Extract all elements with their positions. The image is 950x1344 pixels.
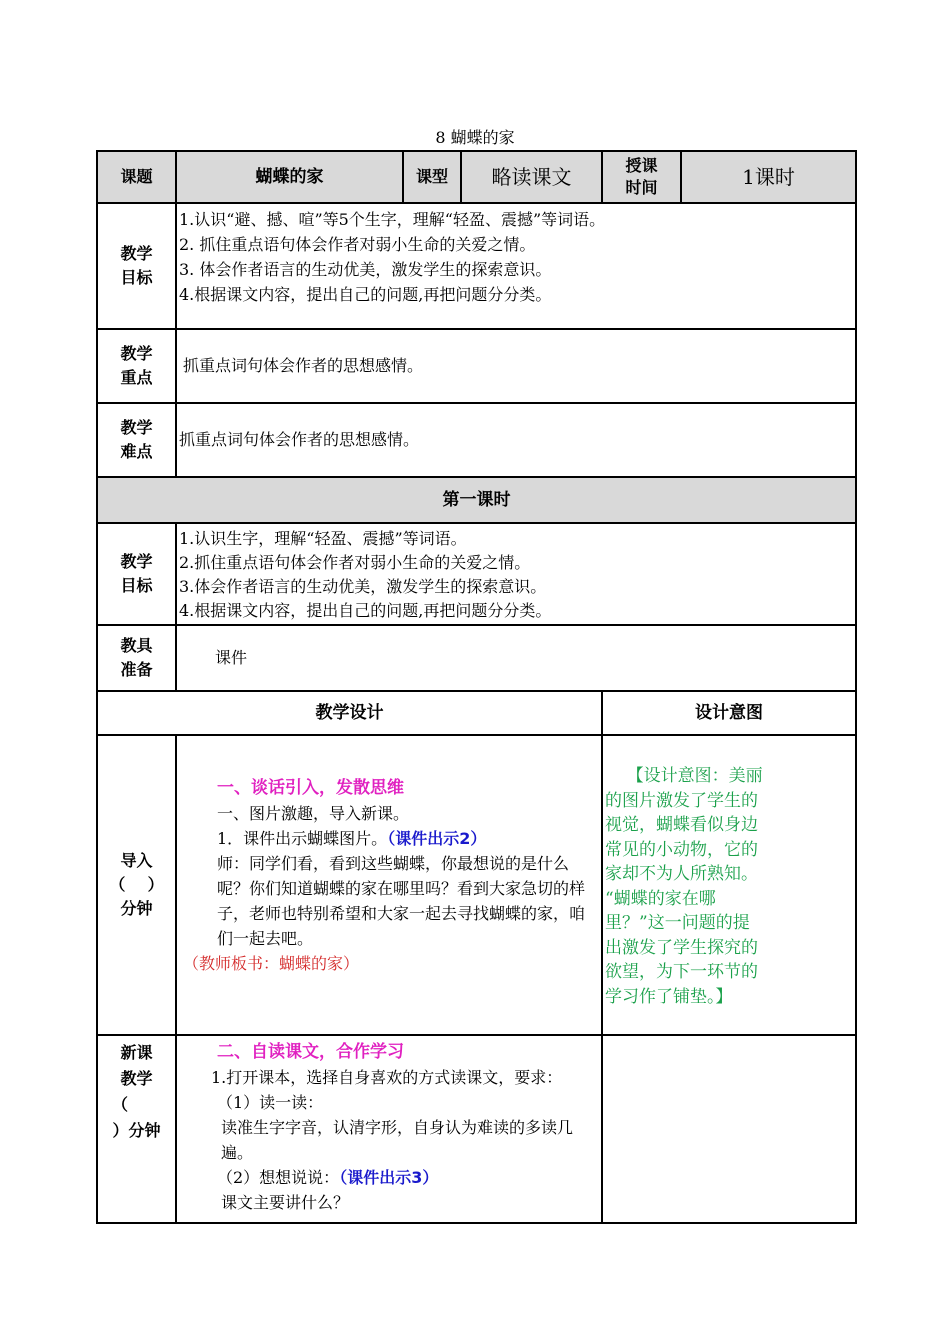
materials-label-line1: 教具 <box>120 636 153 655</box>
intro-intent <box>602 735 856 1035</box>
courseware-note: （课件出示3） <box>339 1168 439 1187</box>
time-label-line1: 授课 <box>625 156 658 175</box>
materials-row <box>97 625 856 691</box>
lesson-plan-table <box>96 150 857 1224</box>
new-lesson-label <box>97 1035 176 1223</box>
new-lesson-intent <box>602 1035 856 1223</box>
intro-line: 们一起去吧。 <box>217 929 314 948</box>
new-lesson-heading: 二、自读课文，合作学习 <box>217 1042 404 1062</box>
lesson-goal-line: 1.认识生字，理解“轻盈、震撼”等词语。 <box>179 529 467 548</box>
intro-line: 师：同学们看，看到这些蝴蝶，你最想说的是什么 <box>217 854 570 873</box>
lesson-goals-row <box>97 523 856 625</box>
intent-line: 的图片激发了学生的 <box>605 790 758 811</box>
time-label-line2: 时间 <box>625 178 658 197</box>
goals-label-line2: 目标 <box>120 268 153 287</box>
materials-text: 课件 <box>176 625 856 691</box>
time-value: 1课时 <box>681 151 856 203</box>
materials-label-line2: 准备 <box>120 660 153 679</box>
materials-label <box>97 625 176 691</box>
intent-line: 家却不为人所熟知。 <box>605 864 758 884</box>
intro-line-text: 1．课件出示蝴蝶图片。 <box>217 829 388 848</box>
new-lesson-label-line3: （ <box>112 1095 129 1114</box>
goal-line: 2. 抓住重点语句体会作者对弱小生命的关爱之情。 <box>179 235 536 254</box>
intent-line: 【设计意图：美丽 <box>605 766 763 786</box>
intent-line: “蝴蝶的家在哪 <box>605 888 716 909</box>
goals-content <box>176 203 856 329</box>
key-points-text: 抓重点词句体会作者的思想感情。 <box>176 329 856 403</box>
intent-line: 出激发了学生探究的 <box>605 937 758 958</box>
new-lesson-line: 遍。 <box>221 1143 254 1162</box>
intro-label <box>97 735 176 1035</box>
new-lesson-line: （1）读一读： <box>217 1093 324 1112</box>
goal-line: 3. 体会作者语言的生动优美，激发学生的探索意识。 <box>179 260 552 279</box>
new-lesson-line: 1.打开课本，选择自身喜欢的方式读课文，要求： <box>211 1068 563 1087</box>
difficulties-row <box>97 403 856 477</box>
type-value: 略读课文 <box>461 151 602 203</box>
intro-label-line2: （ ） <box>109 875 164 894</box>
new-lesson-content <box>176 1035 602 1223</box>
intent-line: 常见的小动物，它的 <box>605 839 758 860</box>
lesson-goal-line: 2.抓住重点语句体会作者对弱小生命的关爱之情。 <box>179 553 531 572</box>
difficulties-label <box>97 403 176 477</box>
time-label <box>602 151 681 203</box>
intent-line: 里？”这一问题的提 <box>605 913 750 933</box>
topic-label: 课题 <box>97 151 176 203</box>
board-note: （教师板书：蝴蝶的家） <box>183 954 360 973</box>
header-row <box>97 151 856 203</box>
key-points-row <box>97 329 856 403</box>
lesson-goals-label-line2: 目标 <box>120 576 153 595</box>
new-lesson-line-text: （2）想想说说： <box>217 1168 340 1187</box>
new-lesson-line: 课文主要讲什么？ <box>221 1193 350 1212</box>
intro-content <box>176 735 602 1035</box>
lesson-goals-label <box>97 523 176 625</box>
new-lesson-line: 读准生字字音，认清字形，自身认为难读的多读几 <box>221 1118 574 1137</box>
lesson-goal-line: 3.体会作者语言的生动优美，激发学生的探索意识。 <box>179 577 547 596</box>
key-points-label-line1: 教学 <box>120 344 153 363</box>
intro-line <box>177 826 601 851</box>
section-row <box>97 477 856 523</box>
goals-label <box>97 203 176 329</box>
difficulties-label-line2: 难点 <box>120 442 153 461</box>
new-lesson-label-line1: 新课 <box>120 1043 153 1062</box>
design-header-row <box>97 691 856 735</box>
new-lesson-label-line2: 教学 <box>120 1069 153 1088</box>
goal-line: 4.根据课文内容，提出自己的问题,再把问题分分类。 <box>179 285 552 304</box>
intent-line: 欲望，为下一环节的 <box>605 962 758 982</box>
difficulties-text: 抓重点词句体会作者的思想感情。 <box>176 403 856 477</box>
lesson-goal-line: 4.根据课文内容，提出自己的问题,再把问题分分类。 <box>179 601 552 620</box>
intent-line: 视觉，蝴蝶看似身边 <box>605 815 758 835</box>
goals-row <box>97 203 856 329</box>
intro-row <box>97 735 856 1035</box>
topic-value: 蝴蝶的家 <box>176 151 403 203</box>
type-label: 课型 <box>403 151 461 203</box>
lesson-goals-content <box>176 523 856 625</box>
intent-header: 设计意图 <box>602 691 856 735</box>
intro-line: 子，老师也特别希望和大家一起去寻找蝴蝶的家，咱 <box>217 904 586 923</box>
key-points-label <box>97 329 176 403</box>
new-lesson-line <box>177 1165 601 1190</box>
intro-line: 呢？你们知道蝴蝶的家在哪里吗？看到大家急切的样 <box>217 879 586 898</box>
goals-label-line1: 教学 <box>120 244 153 263</box>
goal-line: 1.认识“避、撼、喧”等5个生字，理解“轻盈、震撼”等词语。 <box>179 210 606 229</box>
design-header: 教学设计 <box>97 691 602 735</box>
intro-label-line3: 分钟 <box>120 899 153 918</box>
new-lesson-row <box>97 1035 856 1223</box>
intro-label-line1: 导入 <box>120 851 153 870</box>
courseware-note: （课件出示2） <box>387 829 487 848</box>
intent-line: 学习作了铺垫。】 <box>605 986 733 1007</box>
new-lesson-label-line4: ）分钟 <box>112 1121 161 1140</box>
document-title: 8 蝴蝶的家 <box>435 128 515 147</box>
key-points-label-line2: 重点 <box>120 368 153 387</box>
section-title: 第一课时 <box>97 477 856 523</box>
lesson-goals-label-line1: 教学 <box>120 552 153 571</box>
intro-heading: 一、谈话引入，发散思维 <box>217 778 404 798</box>
difficulties-label-line1: 教学 <box>120 418 153 437</box>
intro-line: 一、图片激趣，导入新课。 <box>217 804 410 823</box>
